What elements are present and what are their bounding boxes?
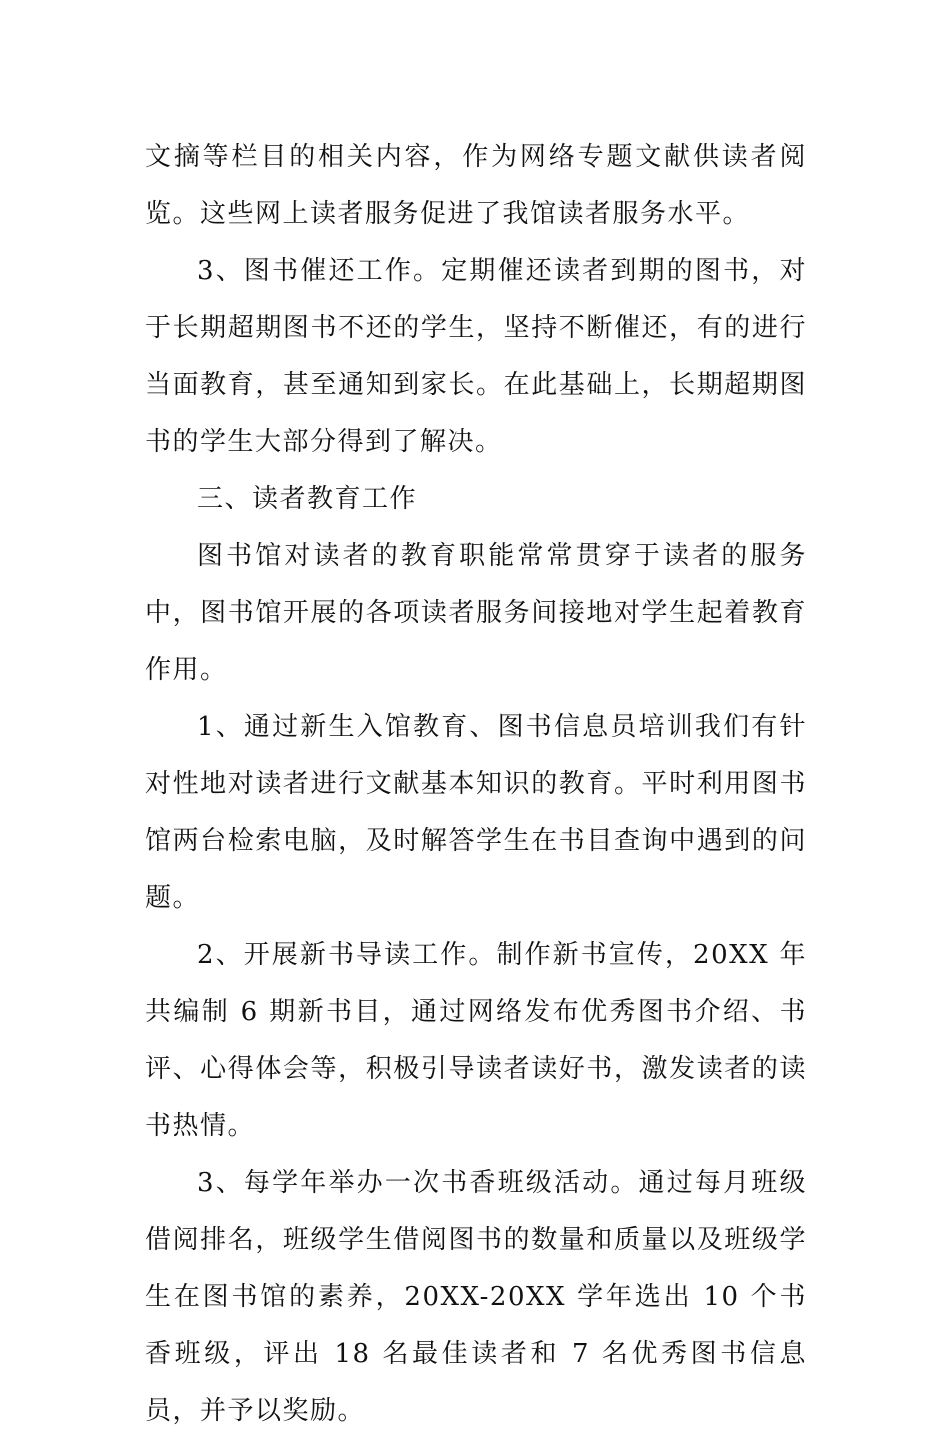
paragraph-1: 文摘等栏目的相关内容，作为网络专题文献供读者阅览。这些网上读者服务促进了我馆读者服务水平。	[145, 142, 807, 229]
paragraph-5: 1、通过新生入馆教育、图书信息员培训我们有针对性地对读者进行文献基本知识的教育。平时利用图书馆两台检索电脑，及时解答学生在书目查询中遇到的问题。	[145, 712, 807, 913]
document-body	[145, 129, 807, 1440]
paragraph-4: 图书馆对读者的教育职能常常贯穿于读者的服务中，图书馆开展的各项读者服务间接地对学生起着教育作用。	[145, 541, 807, 685]
paragraph-2: 3、图书催还工作。定期催还读者到期的图书，对于长期超期图书不还的学生，坚持不断催还，有的进行当面教育，甚至通知到家长。在此基础上，长期超期图书的学生大部分得到了解决。	[145, 256, 807, 457]
section-heading: 三、读者教育工作	[197, 484, 418, 514]
paragraph-6: 2、开展新书导读工作。制作新书宣传，20XX 年共编制 6 期新书目，通过网络发布优秀图书介绍、书评、心得体会等，积极引导读者读好书，激发读者的读书热情。	[145, 940, 807, 1141]
paragraph-7: 3、每学年举办一次书香班级活动。通过每月班级借阅排名，班级学生借阅图书的数量和质量以及班级学生在图书馆的素养，20XX-20XX 学年选出 10 个书香班级，评出 18 名最佳读者和 7 名优秀图书信息员，并予以奖励。	[145, 1168, 807, 1426]
